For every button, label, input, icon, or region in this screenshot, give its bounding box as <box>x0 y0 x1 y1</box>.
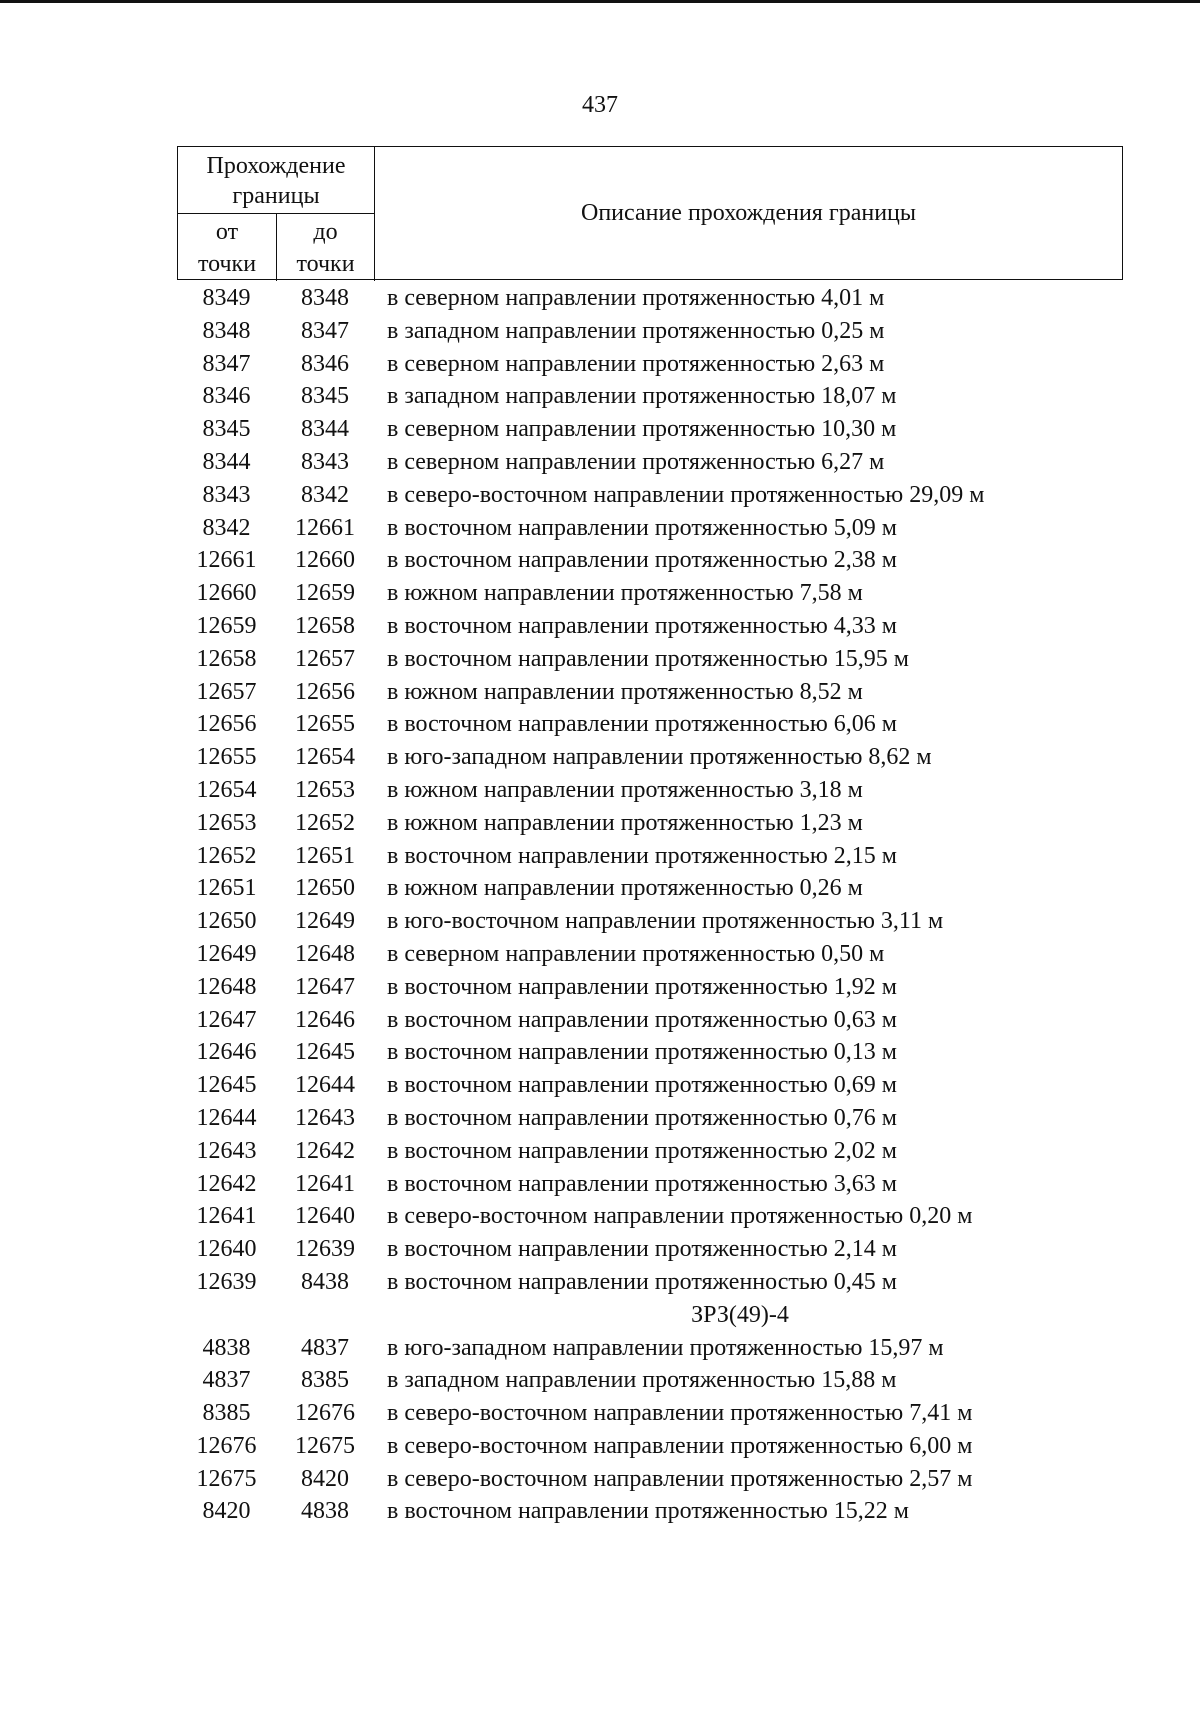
from-point: 12654 <box>196 776 257 803</box>
to-point: 12657 <box>295 645 355 672</box>
table-row <box>177 348 1123 381</box>
table-row <box>177 282 1123 315</box>
from-point: 8348 <box>202 317 251 344</box>
from-point: 12656 <box>196 711 257 738</box>
from-point: 8342 <box>202 514 251 541</box>
from-point: 12676 <box>196 1432 257 1459</box>
from-point: 12642 <box>196 1170 257 1197</box>
table-row <box>177 905 1123 938</box>
table-row <box>177 479 1123 512</box>
to-point: 8344 <box>301 416 349 443</box>
to-point: 8345 <box>301 383 349 410</box>
from-point: 12652 <box>196 842 257 869</box>
to-point: 8420 <box>301 1465 349 1492</box>
row-description: в восточном направлении протяженностью 0,13 м <box>387 1039 897 1066</box>
table-row <box>177 577 1123 610</box>
to-point: 8343 <box>301 448 349 475</box>
row-description: в северо-восточном направлении протяженностью 2,57 м <box>387 1465 973 1492</box>
row-description: в северо-восточном направлении протяженностью 7,41 м <box>387 1400 973 1427</box>
table-row <box>177 1430 1123 1463</box>
to-point: 8346 <box>301 350 349 377</box>
from-point: 4838 <box>202 1334 251 1361</box>
table-row <box>177 774 1123 807</box>
row-description: в восточном направлении протяженностью 15,95 м <box>387 645 909 672</box>
header-boundary-line1: Прохождение <box>206 153 346 179</box>
to-point: 12653 <box>295 776 355 803</box>
from-point: 12641 <box>196 1203 257 1230</box>
to-point: 12650 <box>295 875 355 902</box>
to-point: 12654 <box>295 744 355 771</box>
to-point: 12659 <box>295 580 355 607</box>
to-point: 8347 <box>301 317 349 344</box>
table-body <box>177 282 1123 1528</box>
to-point: 12675 <box>295 1432 355 1459</box>
from-point: 8344 <box>202 448 251 475</box>
to-point: 12655 <box>295 711 355 738</box>
from-point: 12651 <box>196 875 257 902</box>
table-row <box>177 1397 1123 1430</box>
from-point: 4837 <box>202 1367 251 1394</box>
to-point: 12641 <box>295 1170 355 1197</box>
from-point: 12645 <box>196 1072 257 1099</box>
to-point: 12639 <box>295 1236 355 1263</box>
table-row <box>177 512 1123 545</box>
row-description: в восточном направлении протяженностью 6,06 м <box>387 711 897 738</box>
table-row <box>177 544 1123 577</box>
table-row <box>177 708 1123 741</box>
to-point: 12640 <box>295 1203 355 1230</box>
row-description: в южном направлении протяженностью 7,58 м <box>387 580 863 607</box>
header-to-line2: точки <box>296 251 355 277</box>
to-point: 12660 <box>295 547 355 574</box>
to-point: 12643 <box>295 1104 355 1131</box>
to-point: 12646 <box>295 1006 355 1033</box>
table-row <box>177 380 1123 413</box>
from-point: 12658 <box>196 645 257 672</box>
to-point: 12648 <box>295 940 355 967</box>
row-description: в восточном направлении протяженностью 2,15 м <box>387 842 897 869</box>
row-description: в западном направлении протяженностью 0,25 м <box>387 317 885 344</box>
to-point: 8438 <box>301 1268 349 1295</box>
row-description: в северо-восточном направлении протяженностью 29,09 м <box>387 481 985 508</box>
to-point: 8348 <box>301 285 349 311</box>
to-point: 12644 <box>295 1072 355 1099</box>
to-point: 12676 <box>295 1400 355 1427</box>
from-point: 12650 <box>196 908 257 935</box>
to-point: 12652 <box>295 809 355 836</box>
table-row <box>177 1102 1123 1135</box>
header-to-line1: до <box>313 219 338 245</box>
table-row <box>177 938 1123 971</box>
row-description: в юго-восточном направлении протяженностью 3,11 м <box>387 908 944 935</box>
row-description: в северном направлении протяженностью 0,50 м <box>387 940 885 967</box>
table-row <box>177 315 1123 348</box>
from-point: 12675 <box>196 1465 257 1492</box>
row-description: в восточном направлении протяженностью 2,02 м <box>387 1137 897 1164</box>
header-description: Описание прохождения границы <box>580 199 916 226</box>
header-from-line2: точки <box>197 251 257 277</box>
row-description: в восточном направлении протяженностью 0,69 м <box>387 1072 897 1099</box>
to-point: 12642 <box>295 1137 355 1164</box>
from-point: 12639 <box>196 1268 257 1295</box>
to-point: 12649 <box>295 908 355 935</box>
table-row <box>177 1332 1123 1365</box>
table-row <box>177 643 1123 676</box>
table-row <box>177 971 1123 1004</box>
from-point: 8385 <box>202 1400 251 1427</box>
table-row <box>177 1463 1123 1496</box>
table-row <box>177 676 1123 709</box>
row-description: в восточном направлении протяженностью 0,45 м <box>387 1268 897 1295</box>
row-description: в северном направлении протяженностью 6,27 м <box>387 448 885 475</box>
table-row <box>177 1364 1123 1397</box>
to-point: 12645 <box>295 1039 355 1066</box>
from-point: 8420 <box>202 1498 251 1525</box>
table-row <box>177 807 1123 840</box>
row-description: в северном направлении протяженностью 2,63 м <box>387 350 885 377</box>
from-point: 12640 <box>196 1236 257 1263</box>
from-point: 12644 <box>196 1104 257 1131</box>
row-description: в северо-восточном направлении протяженностью 6,00 м <box>387 1432 973 1459</box>
section-title: ЗРЗ(49)-4 <box>691 1301 789 1328</box>
page-number: 437 <box>582 92 618 118</box>
table-row <box>177 1266 1123 1299</box>
row-description: в юго-западном направлении протяженностью 15,97 м <box>387 1334 944 1361</box>
row-description: в восточном направлении протяженностью 3,63 м <box>387 1170 897 1197</box>
row-description: в юго-западном направлении протяженностью 8,62 м <box>387 744 932 771</box>
table-row <box>177 741 1123 774</box>
to-point: 12651 <box>295 842 355 869</box>
from-point: 12661 <box>196 547 257 574</box>
row-description: в южном направлении протяженностью 8,52 м <box>387 678 863 705</box>
row-description: в восточном направлении протяженностью 0,76 м <box>387 1104 897 1131</box>
to-point: 4837 <box>301 1334 349 1361</box>
table-row <box>177 1233 1123 1266</box>
from-point: 12655 <box>196 744 257 771</box>
row-description: в южном направлении протяженностью 3,18 м <box>387 776 863 803</box>
from-point: 12653 <box>196 809 257 836</box>
table-row <box>177 1168 1123 1201</box>
header-to-point <box>277 214 375 281</box>
from-point: 12647 <box>196 1006 257 1033</box>
to-point: 4838 <box>301 1498 349 1525</box>
to-point: 12661 <box>295 514 355 541</box>
from-point: 12660 <box>196 580 257 607</box>
from-point: 12643 <box>196 1137 257 1164</box>
from-point: 8347 <box>202 350 251 377</box>
header-from-line1: от <box>215 219 239 245</box>
row-description: в западном направлении протяженностью 15,88 м <box>387 1367 897 1394</box>
from-point: 8349 <box>202 285 251 311</box>
from-point: 8343 <box>202 481 251 508</box>
table-row <box>177 1495 1123 1528</box>
row-description: в северном направлении протяженностью 4,01 м <box>387 285 885 311</box>
table-row <box>177 413 1123 446</box>
row-description: в северо-восточном направлении протяженностью 0,20 м <box>387 1203 973 1230</box>
to-point: 12656 <box>295 678 355 705</box>
table-row <box>177 1004 1123 1037</box>
row-description: в северном направлении протяженностью 10,30 м <box>387 416 897 443</box>
to-point: 12647 <box>295 973 355 1000</box>
table-row <box>177 1036 1123 1069</box>
from-point: 12648 <box>196 973 257 1000</box>
table-row <box>177 840 1123 873</box>
row-description: в восточном направлении протяженностью 4,33 м <box>387 612 897 639</box>
table-row <box>177 446 1123 479</box>
row-description: в восточном направлении протяженностью 2,14 м <box>387 1236 897 1263</box>
row-description: в восточном направлении протяженностью 15,22 м <box>387 1498 909 1525</box>
header-boundary-line2: границы <box>232 183 320 209</box>
to-point: 8342 <box>301 481 349 508</box>
row-description: в южном направлении протяженностью 0,26 м <box>387 875 863 902</box>
from-point: 12657 <box>196 678 257 705</box>
to-point: 8385 <box>301 1367 349 1394</box>
header-boundary-passage <box>178 147 375 214</box>
to-point: 12658 <box>295 612 355 639</box>
from-point: 8346 <box>202 383 251 410</box>
table-header <box>177 146 1123 280</box>
row-description: в восточном направлении протяженностью 1,92 м <box>387 973 897 1000</box>
table-row <box>177 1069 1123 1102</box>
row-description: в восточном направлении протяженностью 0,63 м <box>387 1006 897 1033</box>
from-point: 8345 <box>202 416 251 443</box>
table-row <box>177 872 1123 905</box>
row-description: в восточном направлении протяженностью 2,38 м <box>387 547 897 574</box>
table-row <box>177 1135 1123 1168</box>
table-row <box>177 1200 1123 1233</box>
row-description: в южном направлении протяженностью 1,23 м <box>387 809 863 836</box>
from-point: 12649 <box>196 940 257 967</box>
header-from-point <box>178 214 277 281</box>
row-description: в восточном направлении протяженностью 5,09 м <box>387 514 897 541</box>
top-border-line <box>0 0 1200 3</box>
table-row <box>177 610 1123 643</box>
from-point: 12659 <box>196 612 257 639</box>
from-point: 12646 <box>196 1039 257 1066</box>
row-description: в западном направлении протяженностью 18,07 м <box>387 383 897 410</box>
